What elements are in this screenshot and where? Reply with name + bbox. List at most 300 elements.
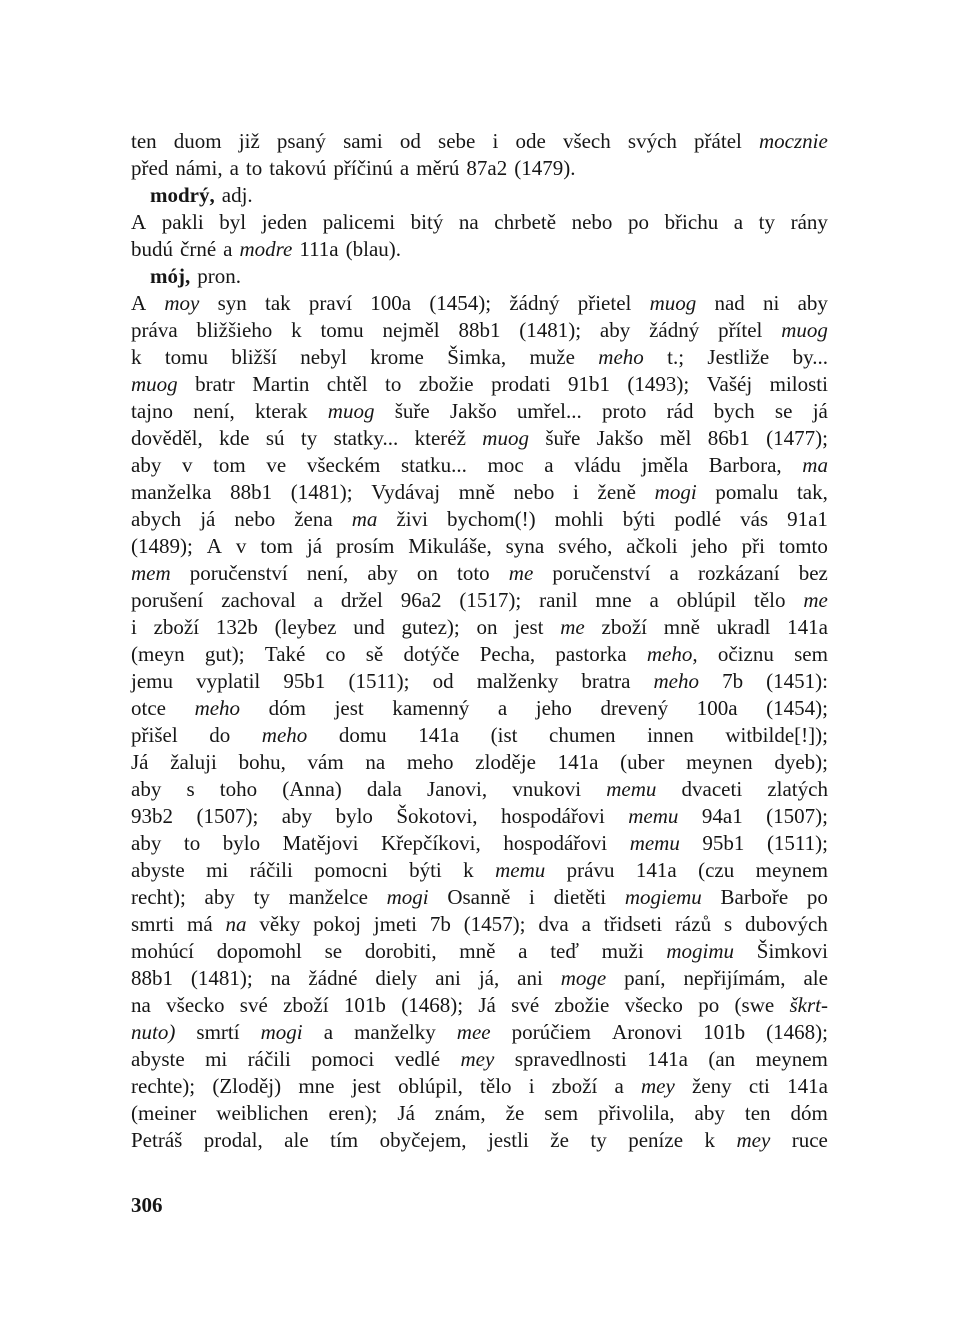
word: při (741, 534, 765, 558)
italic-word: muog (781, 318, 828, 342)
word: 96a2 (400, 588, 442, 612)
word: to (183, 831, 201, 855)
word: aby (204, 885, 235, 909)
word: mohúcí (131, 939, 194, 963)
word: mne (298, 1074, 335, 1098)
word: gut); (204, 642, 245, 666)
word: nebo (571, 210, 613, 234)
word: syn (217, 291, 247, 315)
word: rozkázaní (697, 561, 780, 585)
word: bližší (231, 345, 277, 369)
text-line (131, 533, 828, 560)
word: 95b1 (702, 831, 745, 855)
word: dietěti (553, 885, 607, 909)
word: (ist (490, 723, 518, 747)
text-line (131, 695, 828, 722)
word: bohu, (238, 750, 286, 774)
word: držel (340, 588, 383, 612)
word: obyčejem, (379, 1128, 467, 1152)
word: i (492, 129, 499, 153)
word: zboží (551, 1074, 598, 1098)
word: 100a (696, 696, 738, 720)
headword: mój, (150, 264, 191, 288)
word: s (186, 777, 195, 801)
word: 91b1 (567, 372, 610, 396)
italic-word: mee (456, 1020, 491, 1044)
word: příčinú (333, 156, 393, 180)
word: drevený (600, 696, 669, 720)
word: pastorka (555, 642, 627, 666)
word: (Anna) (282, 777, 342, 801)
word: žaluji (170, 750, 217, 774)
text-line (131, 1019, 828, 1046)
word: k (291, 318, 302, 342)
word: by... (792, 345, 828, 369)
word: bylo (335, 804, 373, 828)
word: dyeb); (774, 750, 828, 774)
word: 101b (703, 1020, 746, 1044)
text-line (131, 155, 828, 182)
word: i (529, 885, 535, 909)
word: 93b2 (131, 804, 173, 828)
word: mohli (554, 507, 604, 531)
word: chrbetě (494, 210, 557, 234)
word: ani (517, 966, 543, 990)
word: přietel (577, 291, 632, 315)
word: ale (803, 966, 828, 990)
word: abych (131, 507, 182, 531)
word: i (528, 1074, 535, 1098)
word: duom (173, 129, 222, 153)
word: zloděje (475, 750, 536, 774)
word: (1507); (196, 804, 259, 828)
word: ode (515, 129, 546, 153)
word: a (614, 1074, 624, 1098)
word: tělo (754, 588, 786, 612)
word: 141a (557, 750, 599, 774)
word: črné (180, 237, 217, 261)
word: aby (367, 561, 398, 585)
word: 88b1 (131, 966, 173, 990)
word: Šimka, (447, 345, 507, 369)
text-line (131, 911, 828, 938)
text-line (131, 398, 828, 425)
word: já, (478, 966, 500, 990)
word: meynem (755, 1047, 828, 1071)
word: 141a (635, 858, 677, 882)
word: že (505, 1101, 525, 1125)
word: spravedlnosti (514, 1047, 627, 1071)
word: otce (131, 696, 166, 720)
word: a (313, 588, 323, 612)
italic-word: muog (327, 399, 375, 423)
word: (1451): (766, 669, 828, 693)
word: Mikuláše, (408, 534, 492, 558)
word: cti (748, 1074, 770, 1098)
word: umřel... (517, 399, 582, 423)
word: abyste (131, 858, 185, 882)
word: (1489); (131, 534, 193, 558)
word: a (229, 156, 239, 180)
text-line (131, 668, 828, 695)
word: 141a (418, 723, 460, 747)
word: teď (550, 939, 579, 963)
word: ty (300, 426, 318, 450)
italic-word: ma (351, 507, 378, 531)
word: (uber (620, 750, 665, 774)
word: od (432, 669, 454, 693)
word: vyplatil (196, 669, 261, 693)
word: 111a (299, 237, 339, 261)
word: milosti (769, 372, 828, 396)
italic-word: meho, (646, 642, 698, 666)
word: jestli (487, 1128, 529, 1152)
italic-word: nuto) (131, 1020, 176, 1044)
word: bratr (195, 372, 235, 396)
word: není, (306, 561, 349, 585)
word: jest (351, 1074, 381, 1098)
word: od (399, 129, 421, 153)
word: a (497, 696, 508, 720)
word: a (518, 939, 528, 963)
word: dorobiti, (364, 939, 437, 963)
word: ani (435, 966, 461, 990)
word: jest (514, 615, 544, 639)
text-line (131, 830, 828, 857)
word: A (131, 210, 147, 234)
italic-word: moy (164, 291, 200, 315)
word: sebe (438, 129, 476, 153)
word: (1454); (429, 291, 492, 315)
word: Janovi, (427, 777, 488, 801)
word: k (704, 1128, 715, 1152)
word: jemu (131, 669, 173, 693)
text-line (131, 857, 828, 884)
word: hospodářovi (503, 831, 608, 855)
word: Barbora, (708, 453, 782, 477)
word: na (270, 966, 291, 990)
word: statky... (333, 426, 399, 450)
word: dubových (744, 912, 828, 936)
word: proto (602, 399, 647, 423)
text-line (131, 1046, 828, 1073)
word: Barboře (720, 885, 789, 909)
word: přátel (694, 129, 742, 153)
word: poručenství (552, 561, 651, 585)
word: pakli (161, 210, 204, 234)
word: kteréž (414, 426, 466, 450)
word: Jakšo (450, 399, 497, 423)
word: nepřijímám, (683, 966, 786, 990)
word: moc (487, 453, 524, 477)
word: on (476, 615, 498, 639)
text-line (131, 209, 828, 236)
word: smrti (131, 912, 175, 936)
word: kamenný (392, 696, 470, 720)
word: Martin (252, 372, 310, 396)
word: peníze (628, 1128, 684, 1152)
word: paní, (624, 966, 666, 990)
italic-word: mey (460, 1047, 495, 1071)
word: Šokotovi, (396, 804, 478, 828)
word: věky (259, 912, 301, 936)
word: se (324, 939, 343, 963)
word: a (581, 912, 591, 936)
word: toto (457, 561, 490, 585)
word: to (385, 372, 402, 396)
text-line (131, 128, 828, 155)
word: v (235, 534, 247, 558)
word: manželka (131, 480, 212, 504)
italic-word: modre (239, 237, 293, 261)
italic-word: memu (628, 804, 679, 828)
italic-word: muog (649, 291, 697, 315)
italic-word: mogi (386, 885, 429, 909)
word: nebo (513, 480, 555, 504)
text-line (131, 560, 828, 587)
word: 91a1 (787, 507, 828, 531)
word: syna (505, 534, 545, 558)
word: dvaceti (681, 777, 743, 801)
italic-word: mocznie (759, 129, 828, 153)
word: 141a (787, 615, 828, 639)
text-line (131, 506, 828, 533)
word: zlatých (767, 777, 828, 801)
word: Také (264, 642, 306, 666)
word: jeho (535, 696, 572, 720)
word: 87a2 (466, 156, 508, 180)
word: (1457); (463, 912, 526, 936)
word: (1477); (766, 426, 828, 450)
text-line (131, 938, 828, 965)
word: přišel (131, 723, 178, 747)
word: ačkoli (626, 534, 678, 558)
word: ty (590, 1128, 607, 1152)
word: takovú (269, 156, 327, 180)
word: innen (647, 723, 694, 747)
text-line (131, 425, 828, 452)
italic-word: moge (560, 966, 607, 990)
word: ty (758, 210, 776, 234)
text-line (131, 992, 828, 1019)
word: ráčili (247, 1047, 291, 1071)
text-block (131, 128, 828, 1154)
word: (leybez (274, 615, 337, 639)
word: meynem (755, 858, 828, 882)
word: (Zloděj) (212, 1074, 282, 1098)
word: ranil (539, 588, 578, 612)
word: zboží (283, 993, 329, 1017)
word: (blau). (345, 237, 402, 261)
word: mi (206, 858, 229, 882)
word: ten (131, 129, 157, 153)
word: bližšieho (196, 318, 273, 342)
word: ženy (692, 1074, 732, 1098)
italic-word: mem (131, 561, 171, 585)
word: (1511); (766, 831, 828, 855)
word: statku... (400, 453, 467, 477)
word: (1468); (401, 993, 464, 1017)
italic-word: mey (736, 1128, 771, 1152)
word: očiznu (717, 642, 774, 666)
word: dotýče (403, 642, 460, 666)
word: t.; (667, 345, 685, 369)
word: právu (566, 858, 615, 882)
italic-word: meho (653, 669, 699, 693)
word: palicemi (322, 210, 396, 234)
text-line (131, 965, 828, 992)
word: co (325, 642, 346, 666)
word: po (628, 210, 649, 234)
text-line (131, 1100, 828, 1127)
word: (1479). (514, 156, 576, 180)
word: ale (284, 1128, 309, 1152)
word: Petráš (131, 1128, 183, 1152)
word: jmeti (373, 912, 417, 936)
word: meho (406, 750, 454, 774)
text-line (131, 1073, 828, 1100)
word: všeckém (306, 453, 381, 477)
word: všecko (166, 993, 225, 1017)
word: budú (131, 237, 173, 261)
word: zboží (601, 615, 647, 639)
word: tomu (320, 318, 364, 342)
word: 100a (370, 291, 412, 315)
word: dověděl, (131, 426, 203, 450)
word: žádný (509, 291, 560, 315)
word: tomu (164, 345, 209, 369)
text-line (131, 884, 828, 911)
word: na (365, 750, 386, 774)
word: svého, (558, 534, 613, 558)
word: své (511, 993, 540, 1017)
word: k (131, 345, 142, 369)
word: po (698, 993, 720, 1017)
word: sem (794, 642, 828, 666)
word: tom (260, 534, 293, 558)
word: (1493); (627, 372, 690, 396)
word: psaný (276, 129, 326, 153)
word: byl (219, 210, 247, 234)
word: žádné (308, 966, 358, 990)
word: 88b1 (230, 480, 273, 504)
word: oblúpil (676, 588, 737, 612)
headword: modrý, (150, 183, 215, 207)
word: ráčili (249, 858, 293, 882)
text-line (131, 371, 828, 398)
italic-word: memu (606, 777, 657, 801)
word: 88b1 (458, 318, 501, 342)
word: přítel (718, 318, 763, 342)
word: (1481); (190, 966, 253, 990)
word: 132b (215, 615, 258, 639)
word: já (200, 507, 216, 531)
word: sě (365, 642, 384, 666)
word: 141a (647, 1047, 688, 1071)
word: tajno (131, 399, 173, 423)
italic-word: škrt- (789, 993, 828, 1017)
word: chtěl (326, 372, 368, 396)
word: tak, (796, 480, 828, 504)
word: sami (343, 129, 383, 153)
word: své (239, 993, 268, 1017)
word: toho (219, 777, 258, 801)
italic-word: mogiemu (624, 885, 702, 909)
italic-word: meho (261, 723, 308, 747)
word: to (245, 156, 263, 180)
text-line (131, 614, 828, 641)
word: pokoj (313, 912, 361, 936)
word: všecko (624, 993, 683, 1017)
word: ten (744, 1101, 771, 1125)
entry-heading-line (131, 182, 828, 209)
word: sem (544, 1101, 579, 1125)
word: třidseti (603, 912, 663, 936)
word: žena (294, 507, 333, 531)
word: přivolila, (598, 1101, 675, 1125)
word: ty (253, 885, 270, 909)
word: 95b1 (283, 669, 326, 693)
word: hospodářovi (500, 804, 605, 828)
word: (meiner (131, 1101, 197, 1125)
word: jeden (261, 210, 308, 234)
word: jest (334, 696, 364, 720)
word: vedlé (394, 1047, 441, 1071)
word: práva (131, 318, 178, 342)
word: sú (265, 426, 285, 450)
word: (1517); (459, 588, 522, 612)
word: Aronovi (612, 1020, 683, 1044)
italic-word: memu (495, 858, 546, 882)
word: mně (663, 615, 700, 639)
word: manželky (354, 1020, 436, 1044)
text-line (131, 317, 828, 344)
word: mne (595, 588, 632, 612)
word: (1511); (348, 669, 410, 693)
word: aby (131, 777, 162, 801)
word: a (669, 561, 679, 585)
word: 141a (787, 1074, 828, 1098)
word: ve (266, 453, 287, 477)
word: pomocni (314, 858, 388, 882)
word: po (806, 885, 828, 909)
word: A (131, 291, 147, 315)
word: vnukovi (512, 777, 582, 801)
word: na (458, 210, 479, 234)
word: ruce (791, 1128, 828, 1152)
text-line (131, 587, 828, 614)
word: meynen (686, 750, 753, 774)
word: poručenství (189, 561, 288, 585)
word: (1454); (766, 696, 828, 720)
italic-word: muog (131, 372, 178, 396)
word: rechte); (131, 1074, 196, 1098)
word: znám, (434, 1101, 486, 1125)
word: jměla (641, 453, 689, 477)
word: do (209, 723, 231, 747)
word: dva (538, 912, 569, 936)
word: s (723, 912, 733, 936)
word: ženě (597, 480, 636, 504)
word: kde (219, 426, 250, 450)
italic-word: me (560, 615, 585, 639)
word: gutez); (401, 615, 460, 639)
page-number: 306 (131, 1193, 163, 1217)
word: praví (308, 291, 353, 315)
word: i (573, 480, 579, 504)
word: Já (478, 993, 496, 1017)
word: není, (193, 399, 235, 423)
